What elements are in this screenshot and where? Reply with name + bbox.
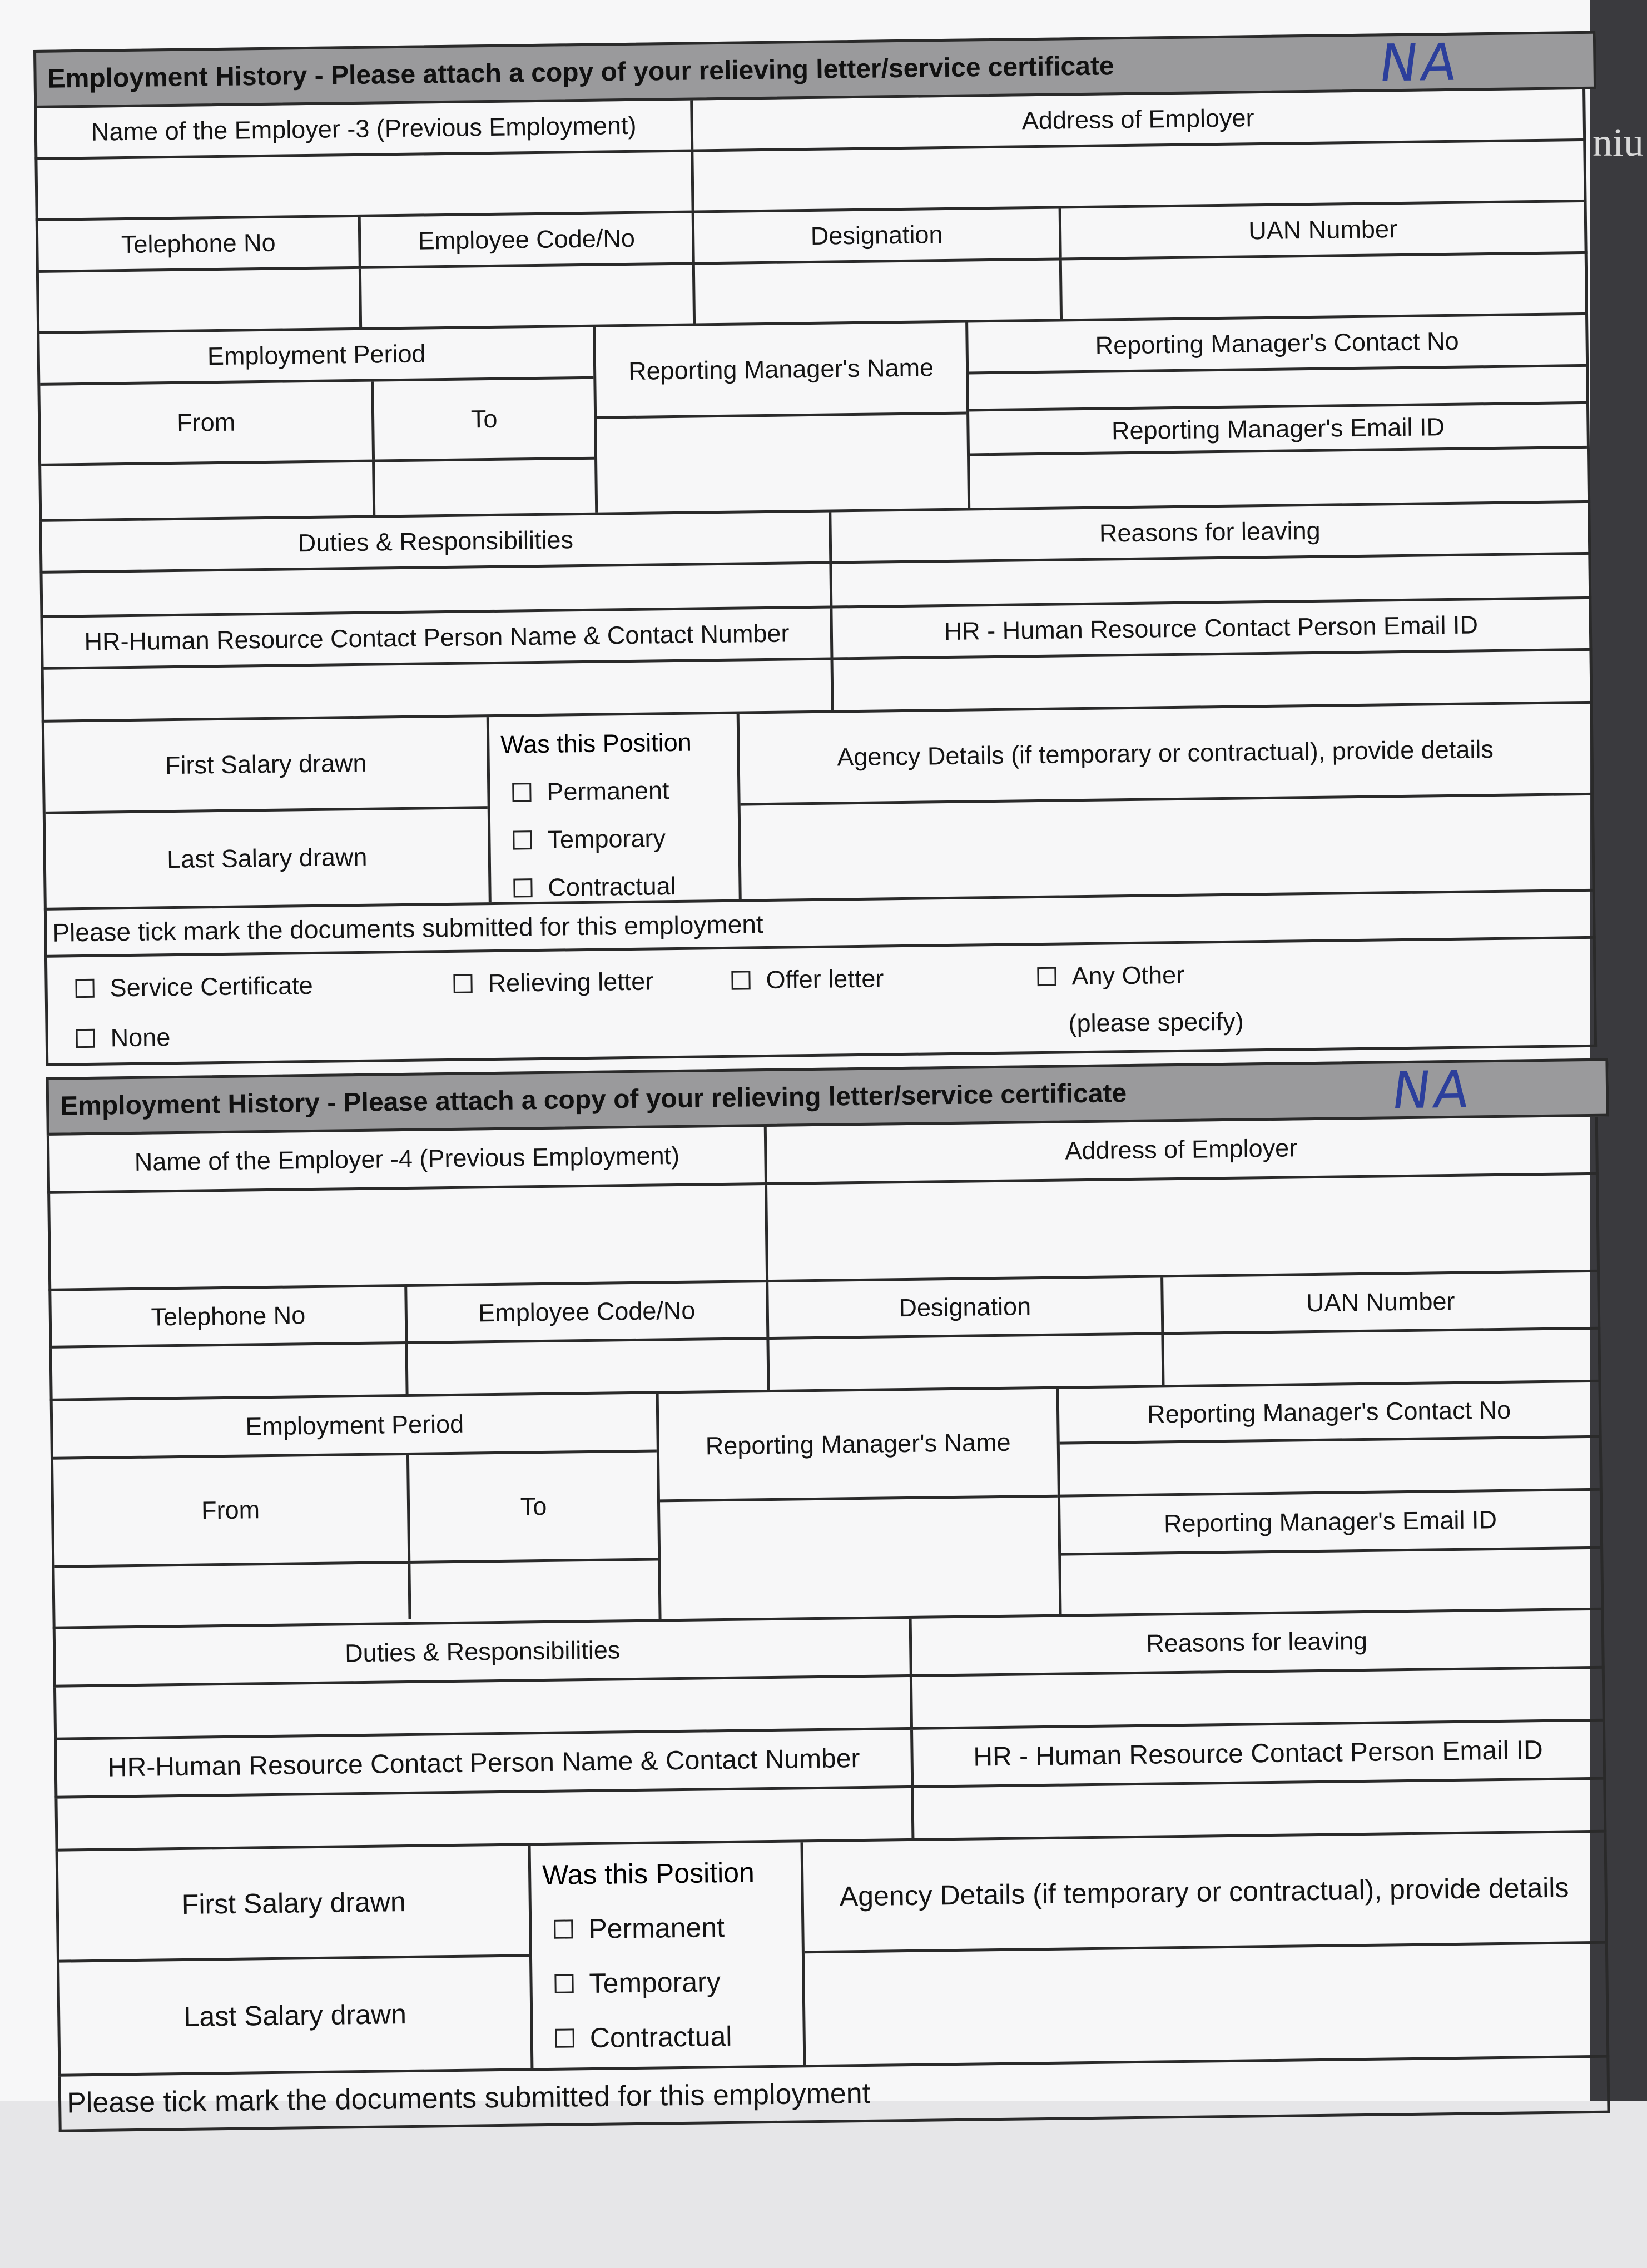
contractual-checkbox[interactable] (555, 2028, 574, 2047)
from-label: From (53, 1455, 410, 1565)
documents-note: Please tick mark the documents submitted for this employment (52, 909, 763, 947)
permanent-label: Permanent (588, 1912, 725, 1945)
manager-contact-label: Reporting Manager's Contact No (1095, 326, 1459, 360)
hr-email-label: HR - Human Resource Contact Person Email ID (973, 1735, 1544, 1772)
employee-code-field[interactable] (361, 265, 696, 327)
period-manager-row (37, 315, 1590, 522)
permanent-label: Permanent (547, 776, 669, 806)
agency-block (740, 704, 1593, 899)
employment-period-label: Employment Period (245, 1409, 464, 1441)
manager-contact-title-row (968, 315, 1586, 372)
uan-field[interactable] (1062, 254, 1585, 319)
manager-contact-field[interactable] (1060, 1438, 1600, 1495)
relieving-letter-option[interactable] (453, 967, 653, 998)
agency-label: Agency Details (if temporary or contractual), provide details (839, 1872, 1569, 1912)
first-salary-row (58, 1846, 529, 1959)
agency-field[interactable] (805, 1944, 1606, 2065)
documents-note: Please tick mark the documents submitted for this employment (66, 2077, 871, 2120)
agency-input-row (805, 1941, 1606, 2065)
employer-address-field[interactable] (767, 1175, 1597, 1280)
handwritten-na: NA (1376, 32, 1464, 93)
handwritten-na: NA (1388, 1060, 1476, 1121)
service-certificate-option[interactable] (75, 971, 313, 1003)
agency-block (803, 1833, 1606, 2065)
manager-name-title-row (596, 323, 966, 416)
manager-name-title-row (659, 1389, 1058, 1500)
last-salary-row (46, 806, 489, 908)
period-input-row (41, 457, 595, 519)
duties-field[interactable] (43, 564, 833, 615)
manager-name-field[interactable] (660, 1498, 1059, 1619)
temporary-checkbox[interactable] (554, 1974, 573, 1993)
first-salary-row (44, 717, 488, 812)
service-certificate-checkbox[interactable] (75, 979, 94, 998)
manager-name-field[interactable] (597, 415, 968, 513)
relieving-letter-label: Relieving letter (488, 967, 654, 998)
manager-email-label: Reporting Manager's Email ID (1111, 412, 1445, 445)
employee-code-label: Employee Code/No (407, 1282, 769, 1341)
manager-name-label: Reporting Manager's Name (628, 353, 934, 385)
any-other-option[interactable] (1037, 961, 1184, 991)
agency-title-row (740, 704, 1591, 803)
uan-label: UAN Number (1306, 1286, 1455, 1317)
hr-email-field[interactable] (914, 1780, 1604, 1838)
employee-code-label: Employee Code/No (361, 213, 695, 266)
temporary-checkbox[interactable] (513, 830, 532, 849)
temporary-label: Temporary (589, 1966, 721, 2000)
service-certificate-label: Service Certificate (110, 971, 314, 1002)
designation-field[interactable] (769, 1335, 1164, 1390)
none-option[interactable] (76, 1023, 170, 1053)
position-type-block (489, 714, 742, 902)
to-label: To (520, 1491, 547, 1521)
telephone-field[interactable] (52, 1344, 409, 1399)
none-label: None (110, 1023, 171, 1052)
to-field[interactable] (410, 1560, 658, 1619)
permanent-option[interactable] (554, 1911, 725, 1946)
last-salary-row (59, 1954, 530, 2073)
employment-period-label: Employment Period (207, 339, 426, 371)
manager-email-field[interactable] (1061, 1549, 1601, 1612)
period-manager-row (50, 1382, 1604, 1629)
manager-contact-title-row (1059, 1382, 1599, 1442)
hr-name-field[interactable] (44, 660, 834, 720)
salary-block (44, 717, 492, 908)
employment-section-4 (46, 1058, 1605, 2132)
agency-field[interactable] (741, 795, 1593, 899)
section-header-text: Employment History - Please attach a copy of your relieving letter/service certificate (47, 51, 1114, 94)
reasons-label: Reasons for leaving (1145, 1626, 1368, 1658)
position-question: Was this Position (542, 1857, 755, 1891)
employment-section-3 (33, 31, 1591, 1066)
employer-address-field[interactable] (693, 141, 1584, 211)
please-specify-label: (please specify) (1068, 1007, 1244, 1038)
salary-block (58, 1846, 534, 2073)
manager-name-input-row (597, 412, 968, 513)
to-field[interactable] (375, 460, 595, 515)
offer-letter-label: Offer letter (766, 964, 884, 994)
reasons-field[interactable] (912, 1669, 1603, 1727)
employment-history-form (33, 31, 1605, 2132)
manager-email-field[interactable] (970, 449, 1588, 503)
offer-letter-checkbox[interactable] (731, 971, 750, 989)
hr-email-label: HR - Human Resource Contact Person Email ID (944, 610, 1479, 646)
telephone-field[interactable] (39, 269, 362, 331)
manager-email-title-row (1060, 1488, 1600, 1553)
to-label: To (470, 404, 498, 434)
position-type-block (531, 1842, 806, 2068)
any-other-checkbox[interactable] (1037, 967, 1056, 986)
uan-label: UAN Number (1248, 215, 1398, 245)
first-salary-label: First Salary drawn (165, 748, 367, 780)
contractual-option[interactable] (513, 872, 676, 903)
salary-position-row (56, 1833, 1610, 2077)
employment-period-block (53, 1394, 662, 1626)
none-checkbox[interactable] (76, 1029, 95, 1048)
telephone-label: Telephone No (38, 217, 361, 270)
designation-field[interactable] (695, 260, 1063, 323)
edge-text: niu (1593, 120, 1644, 165)
offer-letter-option[interactable] (731, 964, 884, 994)
employer-name-field[interactable] (50, 1185, 768, 1289)
employment-period-block (39, 327, 598, 519)
uan-field[interactable] (1164, 1330, 1598, 1385)
hr-name-label: HR-Human Resource Contact Person Name & Contact Number (57, 1730, 914, 1796)
hr-email-field[interactable] (834, 651, 1590, 710)
employer-address-label: Address of Employer (1065, 1133, 1298, 1165)
any-other-label: Any Other (1071, 960, 1185, 991)
agency-label: Agency Details (if temporary or contractual), provide details (837, 735, 1494, 772)
manager-name-block (596, 322, 970, 512)
manager-email-input-row (1061, 1546, 1601, 1612)
manager-email-input-row (970, 446, 1588, 503)
salary-position-row (42, 704, 1595, 911)
temporary-option[interactable] (554, 1966, 721, 2000)
contractual-label: Contractual (589, 2020, 732, 2054)
permanent-checkbox[interactable] (554, 1919, 573, 1938)
employment-period-title-row (39, 327, 593, 383)
employment-period-title-row (53, 1394, 657, 1457)
manager-contact-label: Reporting Manager's Contact No (1147, 1395, 1511, 1429)
hr-name-label: HR-Human Resource Contact Person Name & Contact Number (43, 609, 833, 667)
contractual-option[interactable] (555, 2020, 732, 2055)
employer-address-label: Address of Employer (1021, 103, 1254, 135)
reasons-label: Reasons for leaving (1099, 516, 1321, 548)
position-question: Was this Position (500, 728, 692, 759)
contractual-checkbox[interactable] (513, 878, 532, 897)
employer-input-row (47, 1175, 1600, 1291)
agency-input-row (741, 793, 1593, 899)
designation-label: Designation (694, 208, 1062, 262)
reasons-field[interactable] (832, 555, 1589, 606)
manager-name-label: Reporting Manager's Name (705, 1428, 1011, 1460)
telephone-label: Telephone No (51, 1287, 408, 1346)
section-header-text: Employment History - Please attach a copy of your relieving letter/service certificate (59, 1078, 1127, 1121)
period-input-row (54, 1558, 658, 1623)
duties-label: Duties & Responsibilities (56, 1619, 912, 1685)
last-salary-label: Last Salary drawn (183, 1998, 407, 2032)
from-label: From (40, 382, 375, 464)
temporary-label: Temporary (547, 824, 666, 854)
last-salary-label: Last Salary drawn (166, 842, 368, 874)
agency-title-row (803, 1833, 1605, 1951)
employer-name-label: Name of the Employer -3 (Previous Employment) (37, 101, 693, 157)
documents-checklist (44, 939, 1597, 1066)
manager-email-label: Reporting Manager's Email ID (1163, 1505, 1497, 1538)
from-field[interactable] (41, 462, 375, 519)
permanent-checkbox[interactable] (512, 783, 531, 802)
manager-contact-block (1059, 1382, 1601, 1614)
manager-contact-input-row (1060, 1435, 1600, 1495)
relieving-letter-checkbox[interactable] (453, 974, 472, 993)
period-from-to-row (53, 1449, 658, 1565)
first-salary-label: First Salary drawn (181, 1886, 406, 1920)
hr-name-field[interactable] (57, 1788, 914, 1849)
designation-label: Designation (768, 1277, 1164, 1337)
from-field[interactable] (54, 1564, 411, 1624)
manager-name-input-row (660, 1495, 1059, 1619)
manager-name-block (659, 1389, 1062, 1619)
employee-code-field[interactable] (408, 1340, 770, 1394)
manager-email-title-row (969, 401, 1587, 454)
temporary-option[interactable] (513, 824, 666, 854)
duties-field[interactable] (56, 1677, 913, 1738)
manager-contact-block (968, 315, 1588, 508)
duties-label: Duties & Responsibilities (42, 513, 832, 571)
contractual-label: Contractual (548, 871, 676, 902)
permanent-option[interactable] (512, 776, 669, 807)
employer-name-field[interactable] (37, 152, 694, 218)
employer-name-label: Name of the Employer -4 (Previous Employment) (49, 1127, 767, 1191)
period-from-to-row (40, 376, 594, 464)
